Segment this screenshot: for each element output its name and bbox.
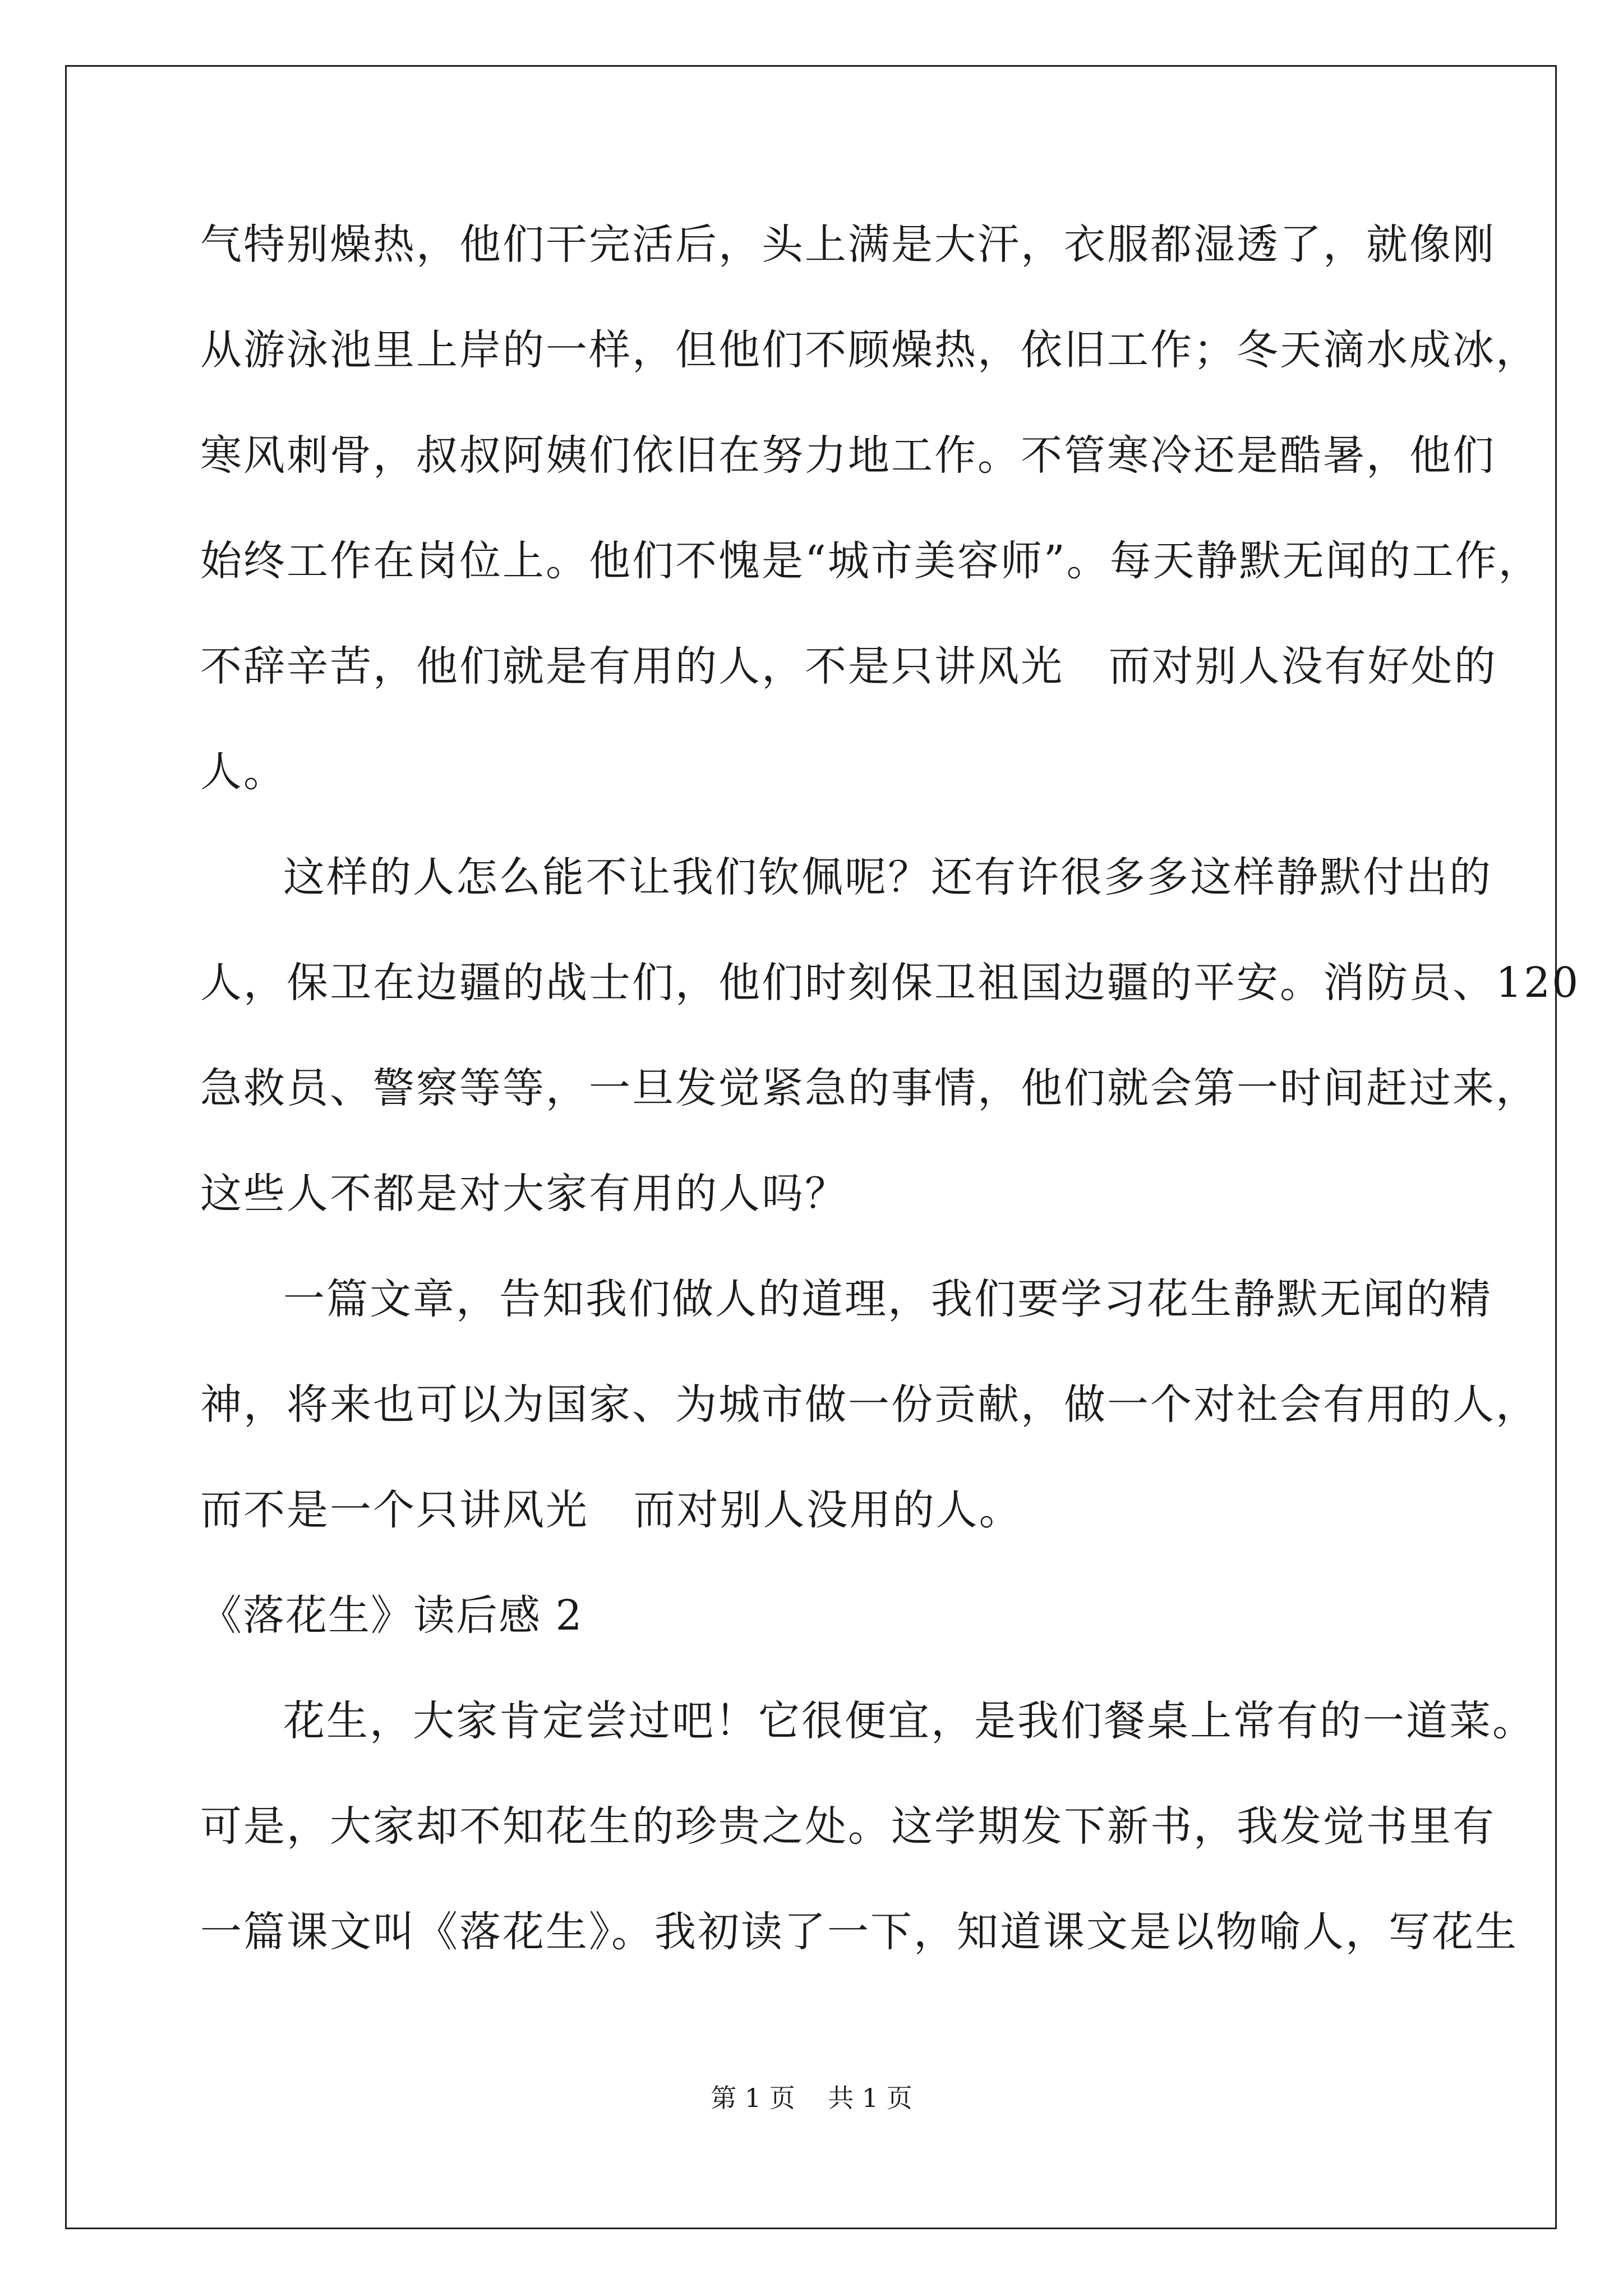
text-line: 而不是一个只讲风光 而对别人没用的人。 xyxy=(200,1486,1022,1534)
paragraph-first-line: 一篇文章，告知我们做人的道理，我们要学习花生静默无闻的精 xyxy=(283,1275,1492,1323)
document-body xyxy=(200,218,1580,2010)
text-line: 不辞辛苦，他们就是有用的人，不是只讲风光 而对别人没有好处的 xyxy=(200,642,1497,691)
paragraph-first-line: 花生，大家肯定尝过吧！它很便宜，是我们餐桌上常有的一道菜。 xyxy=(283,1697,1536,1745)
text-line: 人，保卫在边疆的战士们，他们时刻保卫祖国边疆的平安。消防员、120 xyxy=(200,959,1580,1007)
text-line: 气特别燥热，他们干完活后，头上满是大汗，衣服都湿透了，就像刚 xyxy=(200,220,1496,269)
text-line: 人。 xyxy=(200,748,287,796)
text-line: 这些人不都是对大家有用的人吗？ xyxy=(200,1170,848,1218)
text-line: 一篇课文叫《落花生》。我初读了一下，知道课文是以物喻人，写花生 xyxy=(200,1908,1518,1956)
paragraph-first-line: 这样的人怎么能不让我们钦佩呢？还有许很多多这样静默付出的 xyxy=(283,853,1492,901)
text-line: 可是，大家却不知花生的珍贵之处。这学期发下新书，我发觉书里有 xyxy=(200,1802,1496,1851)
text-line: 始终工作在岗位上。他们不愧是“城市美容师”。每天静默无闻的工作， xyxy=(200,537,1542,585)
text-line: 从游泳池里上岸的一样，但他们不顾燥热，依旧工作；冬天滴水成冰， xyxy=(200,326,1539,374)
text-line: 寒风刺骨，叔叔阿姨们依旧在努力地工作。不管寒冷还是酷暑，他们 xyxy=(200,431,1496,480)
text-line: 神，将来也可以为国家、为城市做一份贡献，做一个对社会有用的人， xyxy=(200,1381,1539,1429)
page-footer: 第 1 页 共 1 页 xyxy=(711,2083,912,2113)
section-heading: 《落花生》读后感 2 xyxy=(200,1591,583,1640)
text-line: 急救员、警察等等，一旦发觉紧急的事情，他们就会第一时间赶过来， xyxy=(200,1064,1539,1112)
